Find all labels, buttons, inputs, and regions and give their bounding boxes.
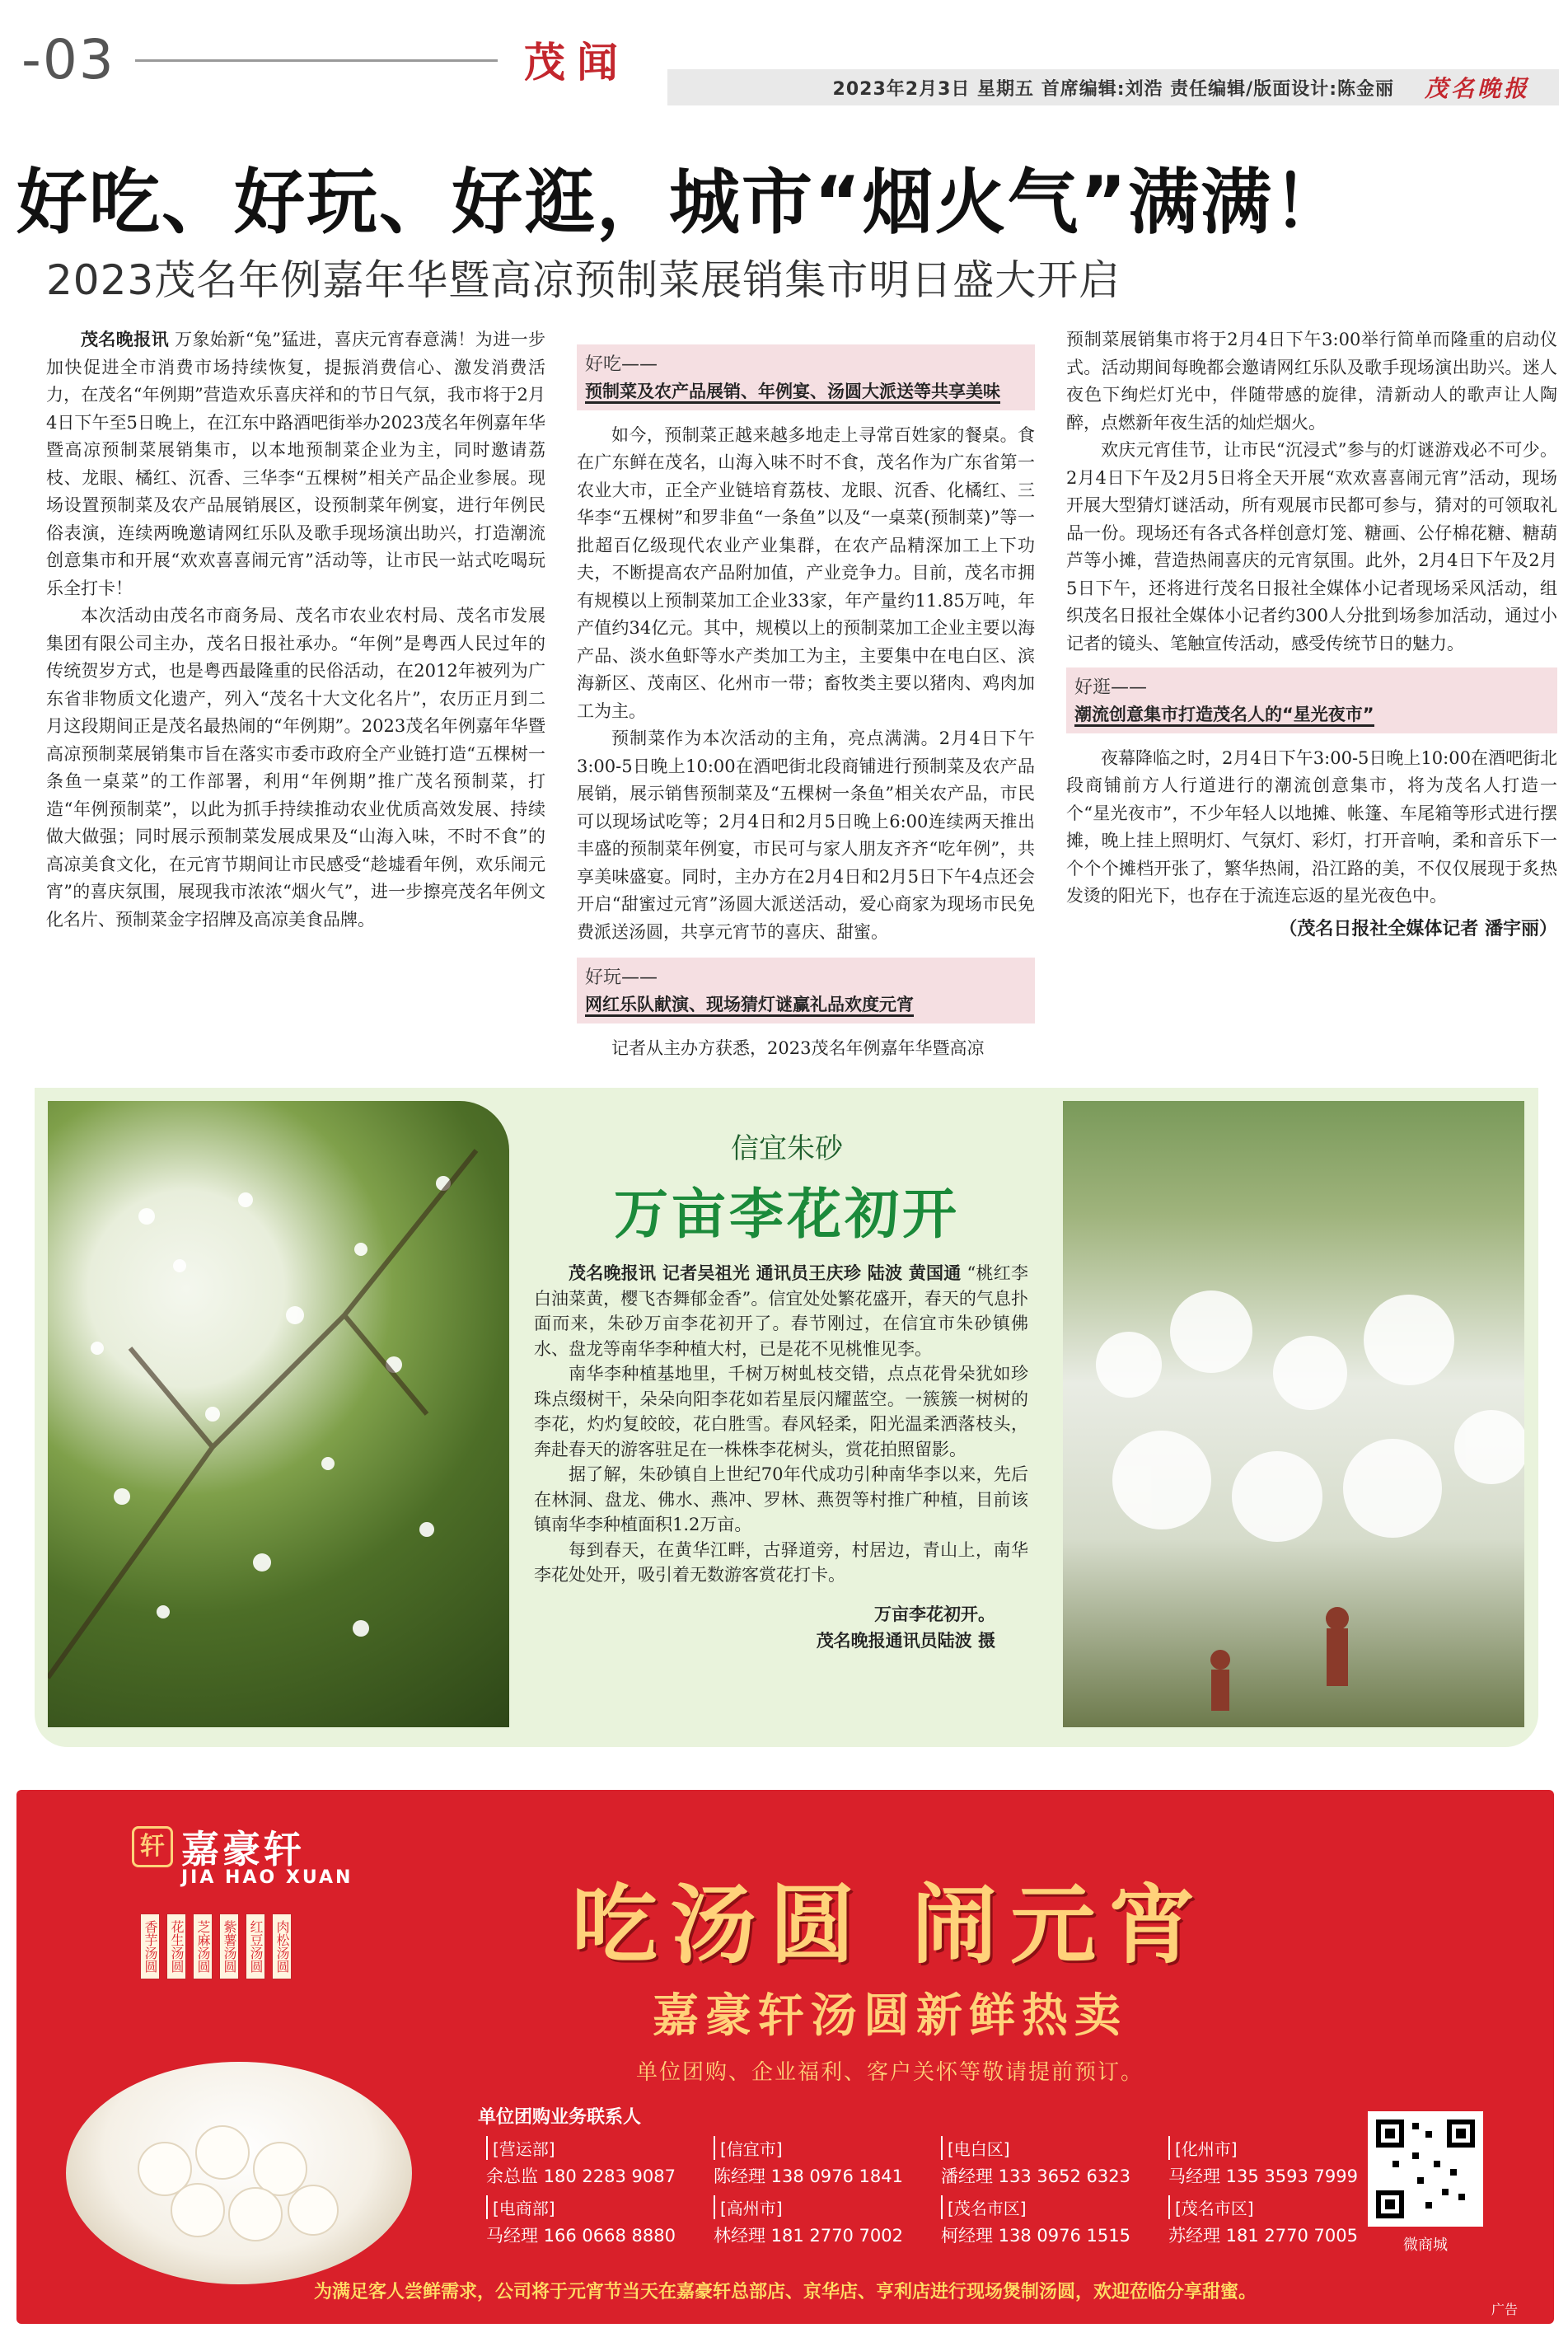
contact-region: [电白区] [941,2136,1147,2160]
box-kicker: 好逛—— [1074,677,1148,698]
page-number: -03 [21,28,115,91]
contact-region: [茂名市区] [1168,2195,1374,2219]
box-title: 网红乐队献演、现场猜灯谜赢礼品欢度元宵 [585,995,914,1017]
contact-item [1168,2136,1374,2188]
paragraph: “桃红李白油菜黄，樱飞杏舞郁金香”。信宜处处繁花盛开，春天的气息扑面而来，朱砂万亩李花初开了。春节刚过，在信宜市朱砂镇佛水、盘龙等南华李种植大村，已是花不见桃惟见李。 [534,1263,1028,1359]
story1-column-3 [1066,326,1557,943]
contact-person: 陈经理 138 0976 1841 [714,2166,903,2186]
paragraph: 据了解，朱砂镇自上世纪70年代成功引种南华李以来，先后在林洞、盘龙、佛水、燕冲、罗林、燕贺等村推广种植，目前该镇南华李种植面积1.2万亩。 [534,1464,1028,1534]
qr-code[interactable] [1368,2111,1483,2227]
subhead-box [577,958,1035,1023]
box-title: 预制菜及农产品展销、年例宴、汤圆大派送等共享美味 [585,382,1000,404]
qr-label: 微商城 [1403,2237,1448,2254]
paragraph: 预制菜作为本次活动的主角，亮点满满。2月4日下午3:00-5日晚上10:00在酒吧街北段商铺进行预制菜及农产品展销，展示销售预制菜及“五棵树一条鱼”相关农产品，市民可以现场试吃等；2月4日和2月5日晚上6:00连续两天推出丰盛的预制菜年例宴，市民可与家人朋友齐齐“吃年例”，共享美味盛宴。同时，主办方在2月4日和2月5日下午4点还会开启“甜蜜过元宵”汤圆大派送活动，爱心商家为现场市民免费派送汤圆，共享元宵节的喜庆、甜蜜。 [577,728,1035,942]
dateline: 2023年2月3日 星期五 首席编辑:刘浩 责任编辑/版面设计:陈金丽 [667,69,1559,105]
paragraph: 预制菜展销集市将于2月4日下午3:00举行简单而隆重的启动仪式。活动期间每晚都会邀请网红乐队及歌手现场演出助兴。迷人夜色下绚烂灯光中，伴随带感的旋律，清新动人的歌声让人陶醉，点燃新年夜生活的灿烂烟火。 [1066,330,1557,433]
photo-caption [534,1601,1028,1654]
contact-item [486,2136,692,2188]
qr-code-icon [1376,2120,1475,2218]
caption-credit: 茂名晚报通讯员陆波 摄 [816,1630,995,1651]
dateline-lead: 茂名晚报讯 记者吴祖光 通讯员王庆珍 陆波 黄国通 [569,1263,962,1283]
contact-region: [化州市] [1168,2136,1374,2160]
contact-region: [信宜市] [714,2136,920,2160]
brand-name: 嘉豪轩 [181,1827,305,1871]
story1-column-2 [577,344,1035,1062]
contact-person: 马经理 135 3593 7999 [1168,2166,1358,2186]
subhead-box [1066,667,1557,733]
contact-region: [茂名市区] [941,2195,1147,2219]
paragraph: 万象始新“兔”猛进，喜庆元宵春意满！为进一步加快促进全市消费市场持续恢复，提振消费信心、激发消费活力，在茂名“年例期”营造欢乐喜庆祥和的节日气氛，我市将于2月4日下午至5日晚上，在江东中路酒吧街举办2023茂名年例嘉年华暨高凉预制菜展销集市，以本地预制菜企业为主，同时邀请荔枝、龙眼、橘红、沉香、三华李“五棵树”相关产品企业参展。现场设置预制菜及农产品展销展区，设预制菜年例宴，进行年例民俗表演，连续两晚邀请网红乐队及歌手现场演出助兴，打造潮流创意集市和开展“欢欢喜喜闹元宵”活动等，让市民一站式吃喝玩乐全打卡！ [46,330,545,598]
caption-line: 万亩李花初开。 [874,1604,995,1624]
flavor-tag: 紫薯汤圆 [219,1913,239,1979]
flavor-tag: 香芋汤圆 [140,1913,160,1979]
contact-person: 苏经理 181 2770 7005 [1168,2226,1358,2246]
contact-region: [电商部] [486,2195,692,2219]
plum-blossom-photo [48,1101,509,1727]
blossom-decoration [48,1101,509,1727]
ad-footer: 为满足客人尝鲜需求，公司将于元宵节当天在嘉豪轩总部店、京华店、亨利店进行现场煲制汤圆，欢迎莅临分享甜蜜。 [313,2282,1257,2302]
paragraph: 记者从主办方获悉，2023茂名年例嘉年华暨高凉 [611,1038,985,1058]
story2-kicker: 信宜朱砂 [731,1132,843,1165]
story1-column-1 [46,326,545,934]
box-title: 潮流创意集市打造茂名人的“星光夜市” [1074,705,1374,727]
ad-title: 吃汤圆 闹元宵 [571,1875,1209,1975]
dateline-lead: 茂名晚报讯 [81,330,170,349]
contact-item [486,2195,692,2247]
contact-person: 林经理 181 2770 7002 [714,2226,903,2246]
box-kicker: 好吃—— [585,354,658,375]
contact-grid [486,2136,1392,2251]
tangyuan-decoration [66,2062,412,2284]
contact-heading: 单位团购业务联系人 [478,2107,642,2128]
ad-note: 单位团购、企业福利、客户关怀等敬请提前预订。 [635,2060,1144,2085]
orchard-photo [1063,1101,1524,1727]
contact-person: 余总监 180 2283 9087 [486,2166,676,2186]
paragraph: 每到春天，在黄华江畔，古驿道旁，村居边，青山上，南华李花处处开，吸引着无数游客赏花打卡。 [534,1539,1028,1585]
contact-person: 马经理 166 0668 8880 [486,2226,676,2246]
contact-region: [高州市] [714,2195,920,2219]
subheadline: 2023茂名年例嘉年华暨高凉预制菜展销集市明日盛大开启 [46,256,1121,304]
brand-logo-icon: 轩 [132,1826,173,1867]
box-kicker: 好玩—— [585,967,658,988]
masthead-rule [135,59,498,62]
paragraph: 南华李种植基地里，千树万树虬枝交错，点点花骨朵犹如珍珠点缀树干，朵朵向阳李花如若星辰闪耀蓝空。一簇簇一树树的李花，灼灼复皎皎，花白胜雪。春风轻柔，阳光温柔洒落枝头，奔赴春天的游客驻足在一株株李花树头，赏花拍照留影。 [534,1364,1028,1459]
paper-logo: 茂名晚报 [1424,75,1530,102]
flavor-tag: 芝麻汤圆 [193,1913,213,1979]
brand-name-en: JIA HAO XUAN [181,1867,353,1888]
flavor-tag: 花生汤圆 [166,1913,186,1979]
contact-person: 柯经理 138 0976 1515 [941,2226,1130,2246]
contact-region: [营运部] [486,2136,692,2160]
paragraph: 本次活动由茂名市商务局、茂名市农业农村局、茂名市发展集团有限公司主办，茂名日报社承办。“年例”是粤西人民过年的传统贺岁方式，也是粤西最隆重的民俗活动，在2012年被列为广东省非物质文化遗产，列入“茂名十大文化名片”，农历正月到二月这段期间正是茂名最热闹的“年例期”。2023茂名年例嘉年华暨高凉预制菜展销集市旨在落实市委市政府全产业链打造“五棵树一条鱼一桌菜”的工作部署，利用“年例期”推广茂名预制菜，打造“年例预制菜”，以此为抓手持续推动农业优质高效发展、持续做大做强；同时展示预制菜发展成果及“山海入味，不时不食”的高凉美食文化，在元宵节期间让市民感受“趁墟看年例，欢乐闹元宵”的喜庆氛围，展现我市浓浓“烟火气”，进一步擦亮茂名年例文化名片、预制菜金字招牌及高凉美食品牌。 [46,606,545,930]
flavor-tag: 红豆汤圆 [246,1913,265,1979]
contact-item [941,2195,1147,2247]
ad-tag: 广告 [1491,2302,1519,2317]
contact-item [1168,2195,1374,2247]
story2-body [534,1261,1028,1654]
paragraph: 夜幕降临之时，2月4日下午3:00-5日晚上10:00在酒吧街北段商铺前方人行道进行的潮流创意集市，将为茂名人打造一个“星光夜市”，不少年轻人以地摊、帐篷、车尾箱等形式进行摆摊，晚上挂上照明灯、气氛灯、彩灯，打开音响，柔和音乐下一个个个摊档开张了，繁华热闹，沿江路的美，不仅仅展现于炙热发烫的阳光下，也存在于流连忘返的星光夜色中。 [1066,747,1557,906]
contact-item [714,2136,920,2188]
tangyuan-bowl-image [66,2062,412,2284]
orchard-decoration [1063,1101,1524,1727]
contact-item [714,2195,920,2247]
advertisement [16,1790,1554,2324]
flavor-list [140,1913,292,1979]
story2-title: 万亩李花初开 [614,1183,960,1246]
subhead-box [577,344,1035,410]
contact-item [941,2136,1147,2188]
headline: 好吃、好玩、好逛，城市“烟火气”满满！ [16,162,1346,244]
paragraph: 如今，预制菜正越来越多地走上寻常百姓家的餐桌。食在广东鲜在茂名，山海入味不时不食，茂名作为广东省第一农业大市，正全产业链培育荔枝、龙眼、沉香、化橘红、三华李“五棵树”和罗非鱼“一条鱼”以及“一桌菜(预制菜)”等一批超百亿级现代农业产业集群，在农产品精深加工上下功夫，不断提高农产品附加值，产业竞争力。目前，茂名市拥有规模以上预制菜加工企业33家，年产量约11.85万吨，年产值约34亿元。其中，规模以上的预制菜加工企业主要以海产品、淡水鱼虾等水产类加工为主，主要集中在电白区、滨海新区、茂南区、化州市一带；畜牧类主要以猪肉、鸡肉加工为主。 [577,424,1035,721]
byline: （茂名日报社全媒体记者 潘宇丽） [1279,918,1557,939]
ad-subtitle: 嘉豪轩汤圆新鲜热卖 [653,1989,1127,2043]
contact-person: 潘经理 133 3652 6323 [941,2166,1130,2186]
paragraph: 欢庆元宵佳节，让市民“沉浸式”参与的灯谜游戏必不可少。2月4日下午及2月5日将全天开展“欢欢喜喜闹元宵”活动，现场开展大型猜灯谜活动，所有观展市民都可参与，猜对的可领取礼品一份。现场还有各式各样创意灯笼、糖画、公仔棉花糖、糖葫芦等小摊，营造热闹喜庆的元宵氛围。此外，2月4日下午及2月5日下午，还将进行茂名日报社全媒体小记者现场采风活动，组织茂名日报社全媒体小记者约300人分批到场参加活动，通过小记者的镜头、笔触宣传活动，感受传统节日的魅力。 [1066,440,1557,653]
section-name: 茂闻 [524,39,630,87]
flavor-tag: 肉松汤圆 [272,1913,292,1979]
